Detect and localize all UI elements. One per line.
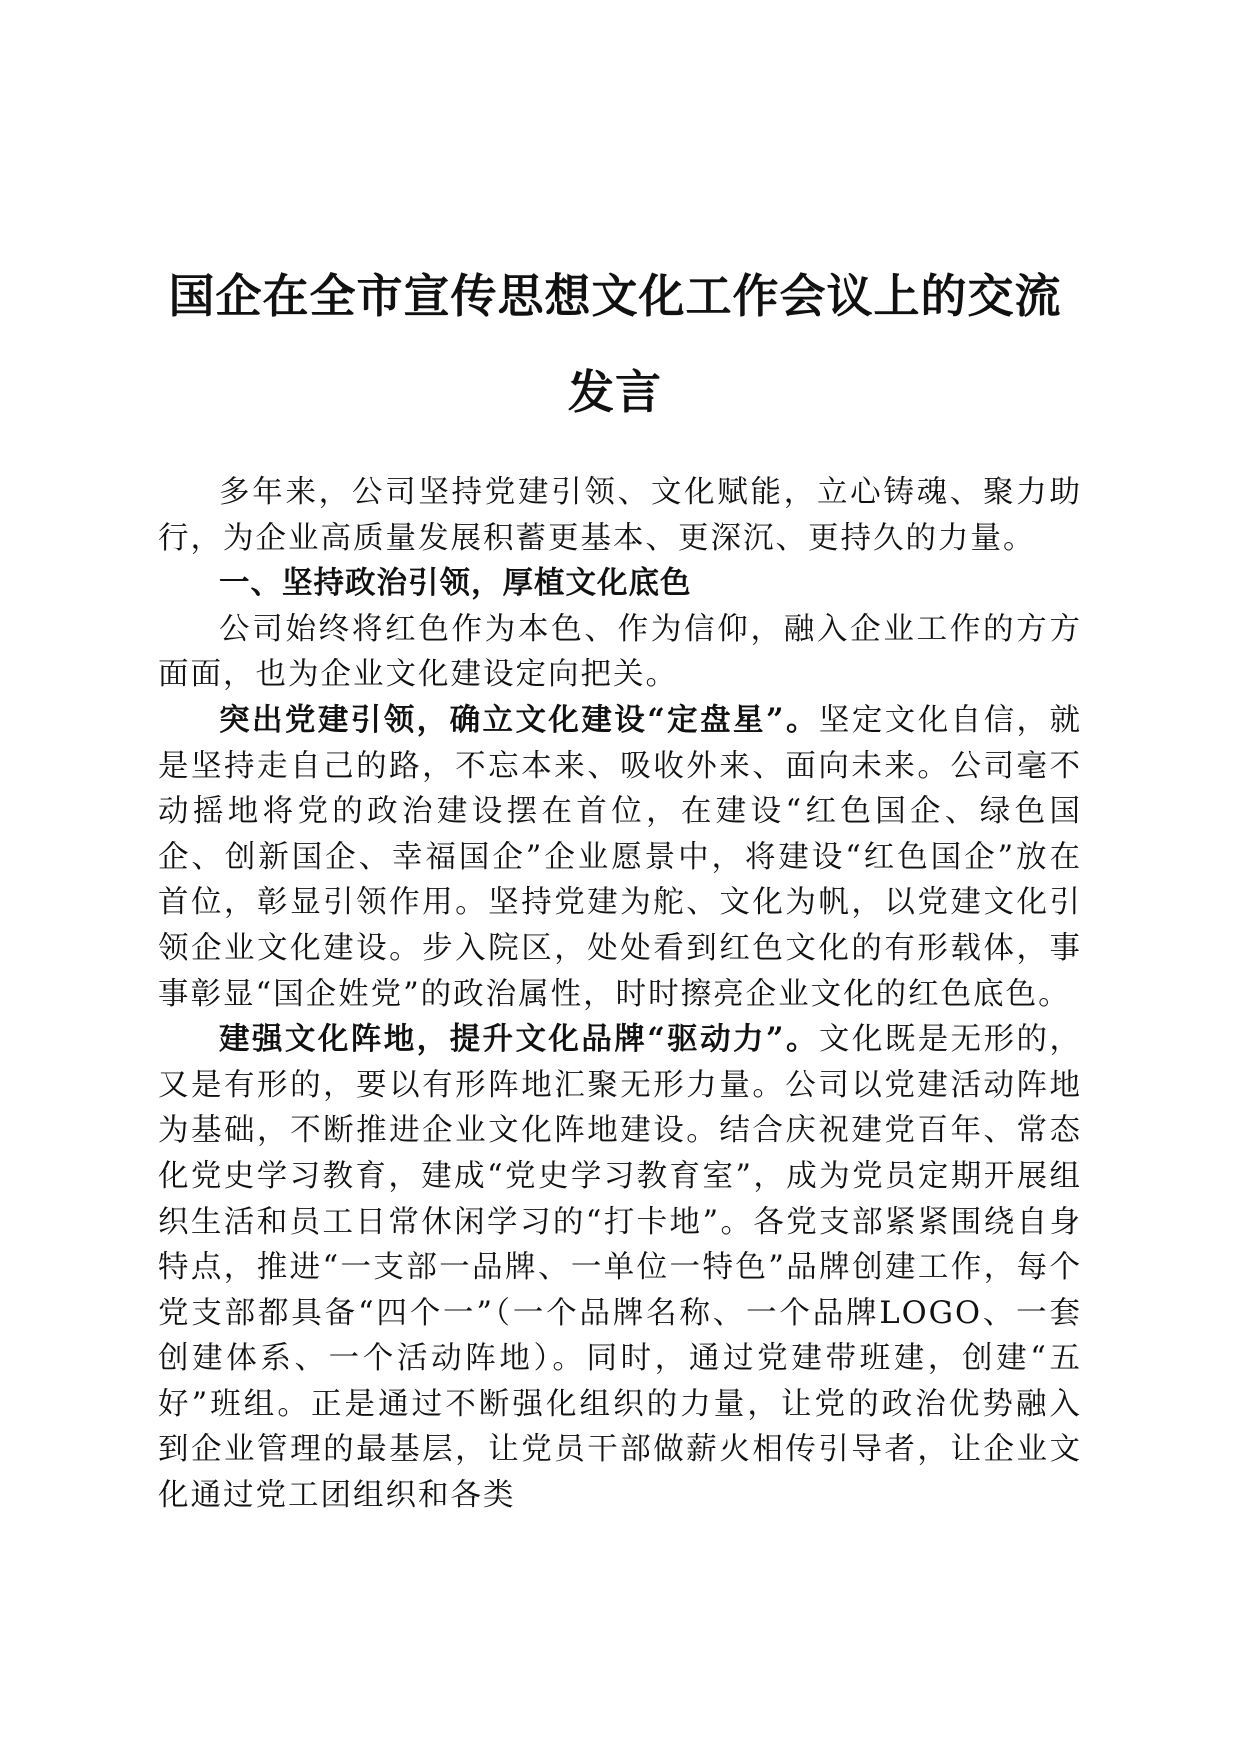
point-body-text: 坚定文化自信，就是坚持走自己的路，不忘本来、吸收外来、面向未来。公司毫不动摇地将党的政治建设摆在首位，在建设“红色国企、绿色国企、创新国企、幸福国企”企业愿景中，将建设“红色国企”放在首位，彰显引领作用。坚持党建为舵、文化为帆，以党建文化引领企业文化建设。步入院区，处处看到红色文化的有形载体，事事彰显“国企姓党”的政治属性，时时擦亮企业文化的红色底色。	[158, 702, 1082, 1012]
document-body	[158, 470, 1082, 1519]
point-paragraph-culture-front	[158, 1017, 1082, 1519]
section-heading: 一、坚持政治引领，厚植文化底色	[219, 566, 692, 602]
point-body-text: 文化既是无形的，又是有形的，要以有形阵地汇聚无形力量。公司以党建活动阵地为基础，不断推进企业文化阵地建设。结合庆祝建党百年、常态化党史学习教育，建成“党史学习教育室”，成为党员定期开展组织生活和员工日常休闲学习的“打卡地”。各党支部紧紧围绕自身特点，推进“一支部一品牌、一单位一特色”品牌创建工作，每个党支部都具备“四个一”（一个品牌名称、一个品牌LOGO、一套创建体系、一个活动阵地）。同时，通过党建带班建，创建“五好”班组。正是通过不断强化组织的力量，让党的政治优势融入到企业管理的最基层，让党员干部做薪火相传引导者，让企业文化通过党工团组织和各类	[158, 1022, 1082, 1514]
point-lead-text: 突出党建引领，确立文化建设“定盘星”。	[219, 701, 819, 738]
point-paragraph-party-leadership	[158, 698, 1082, 1017]
intro-paragraph: 多年来，公司坚持党建引领、文化赋能，立心铸魂、聚力助行，为企业高质量发展积蓄更基本、更深沉、更持久的力量。	[158, 475, 1082, 556]
document-title: 国企在全市宣传思想文化工作会议上的交流发言	[168, 269, 1062, 419]
point-lead-text: 建强文化阵地，提升文化品牌“驱动力”。	[219, 1021, 819, 1058]
section-paragraph: 公司始终将红色作为本色、作为信仰，融入企业工作的方方面面，也为企业文化建设定向把关。	[158, 611, 1082, 693]
